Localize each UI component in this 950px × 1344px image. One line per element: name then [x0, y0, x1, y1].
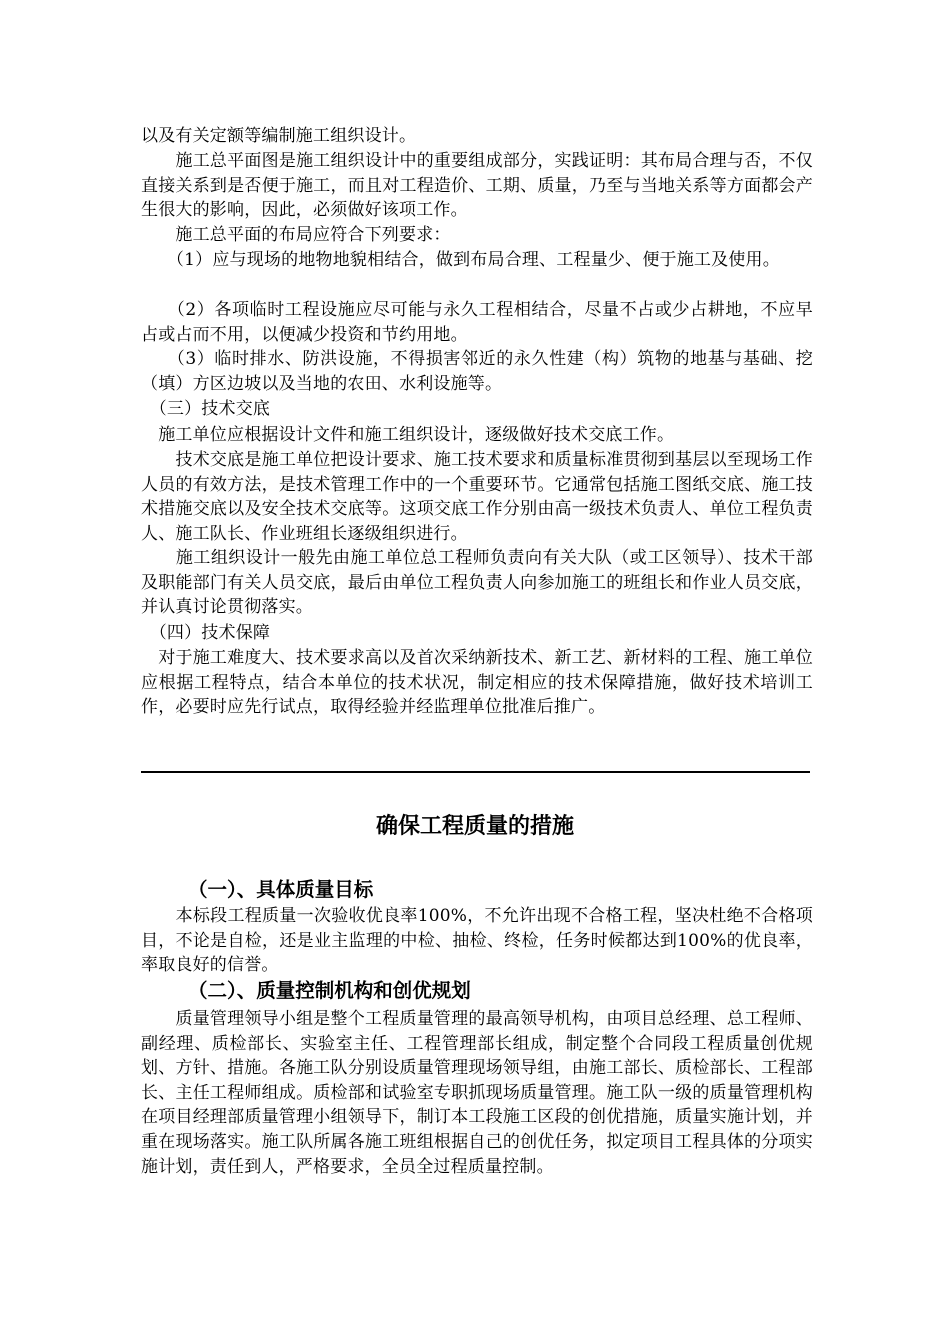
paragraph-briefing-intro: 施工单位应根据设计文件和施工组织设计，逐级做好技术交底工作。 — [141, 425, 675, 445]
paragraph-continuation: 以及有关定额等编制施工组织设计。 — [141, 126, 417, 146]
paragraph-layout-requirements: 施工总平面的布局应符合下列要求： — [141, 225, 451, 245]
subheading-quality-target: （一）、具体质量目标 — [188, 878, 374, 901]
paragraph-briefing-definition: 技术交底是施工单位把设计要求、施工技术要求和质量标准贯彻到基层以至现场工作人员的有效方法，是技术管理工作中的一个重要环节。它通常包括施工图纸交底、施工技术措施交底以及安全技术交底等。这项交底工作分别由高一级技术负责人、单位工程负责人、施工队长、作业班组长逐级组织进行。 — [141, 450, 813, 544]
subheading-quality-organization: （二）、质量控制机构和创优规划 — [188, 979, 471, 1002]
list-item-2: （2）各项临时工程设施应尽可能与永久工程相结合，尽量不占或少占耕地，不应早占或占而不用，以便减少投资和节约用地。 — [141, 300, 813, 345]
heading-technical-briefing: （三）技术交底 — [141, 399, 271, 419]
paragraph-technical-support: 对于施工难度大、技术要求高以及首次采纳新技术、新工艺、新材料的工程、施工单位应根据工程特点，结合本单位的技术状况，制定相应的技术保障措施，做好技术培训工作，必要时应先行试点，取得经验并经监理单位批准后推广。 — [141, 648, 813, 718]
paragraph-briefing-process: 施工组织设计一般先由施工单位总工程师负责向有关大队（或工区领导）、技术干部及职能部门有关人员交底，最后由单位工程负责人向参加施工的班组长和作业人员交底，并认真讨论贯彻落实。 — [141, 548, 813, 618]
list-item-3: （3）临时排水、防洪设施，不得损害邻近的永久性建（构）筑物的地基与基础、挖（填）方区边坡以及当地的农田、水利设施等。 — [141, 349, 813, 394]
section-divider — [141, 771, 810, 773]
paragraph-quality-target: 本标段工程质量一次验收优良率100%，不允许出现不合格工程，坚决杜绝不合格项目，不论是自检，还是业主监理的中检、抽检、终检，任务时候都达到100%的优良率，率取良好的信誉。 — [141, 906, 813, 976]
paragraph-site-plan-importance: 施工总平面图是施工组织设计中的重要组成部分，实践证明：其布局合理与否，不仅直接关系到是否便于施工，而且对工程造价、工期、质量，乃至与当地关系等方面都会产生很大的影响，因此，必须做好该项工作。 — [141, 151, 813, 221]
paragraph-quality-organization: 质量管理领导小组是整个工程质量管理的最高领导机构，由项目总经理、总工程师、副经理、质检部长、实验室主任、工程管理部长组成，制定整个合同段工程质量创优规划、方针、措施。各施工队分别设质量管理现场领导组，由施工部长、质检部长、工程部长、主任工程师组成。质检部和试验室专职抓现场质量管理。施工队一级的质量管理机构在项目经理部质量管理小组领导下，制订本工段施工区段的创优措施，质量实施计划，并重在现场落实。施工队所属各施工班组根据自己的创优任务，拟定项目工程具体的分项实施计划，责任到人，严格要求，全员全过程质量控制。 — [141, 1009, 813, 1177]
heading-technical-support: （四）技术保障 — [141, 623, 271, 643]
list-item-1: （1）应与现场的地物地貌相结合，做到布局合理、工程量少、便于施工及使用。 — [141, 250, 780, 270]
section-title: 确保工程质量的措施 — [375, 814, 574, 839]
